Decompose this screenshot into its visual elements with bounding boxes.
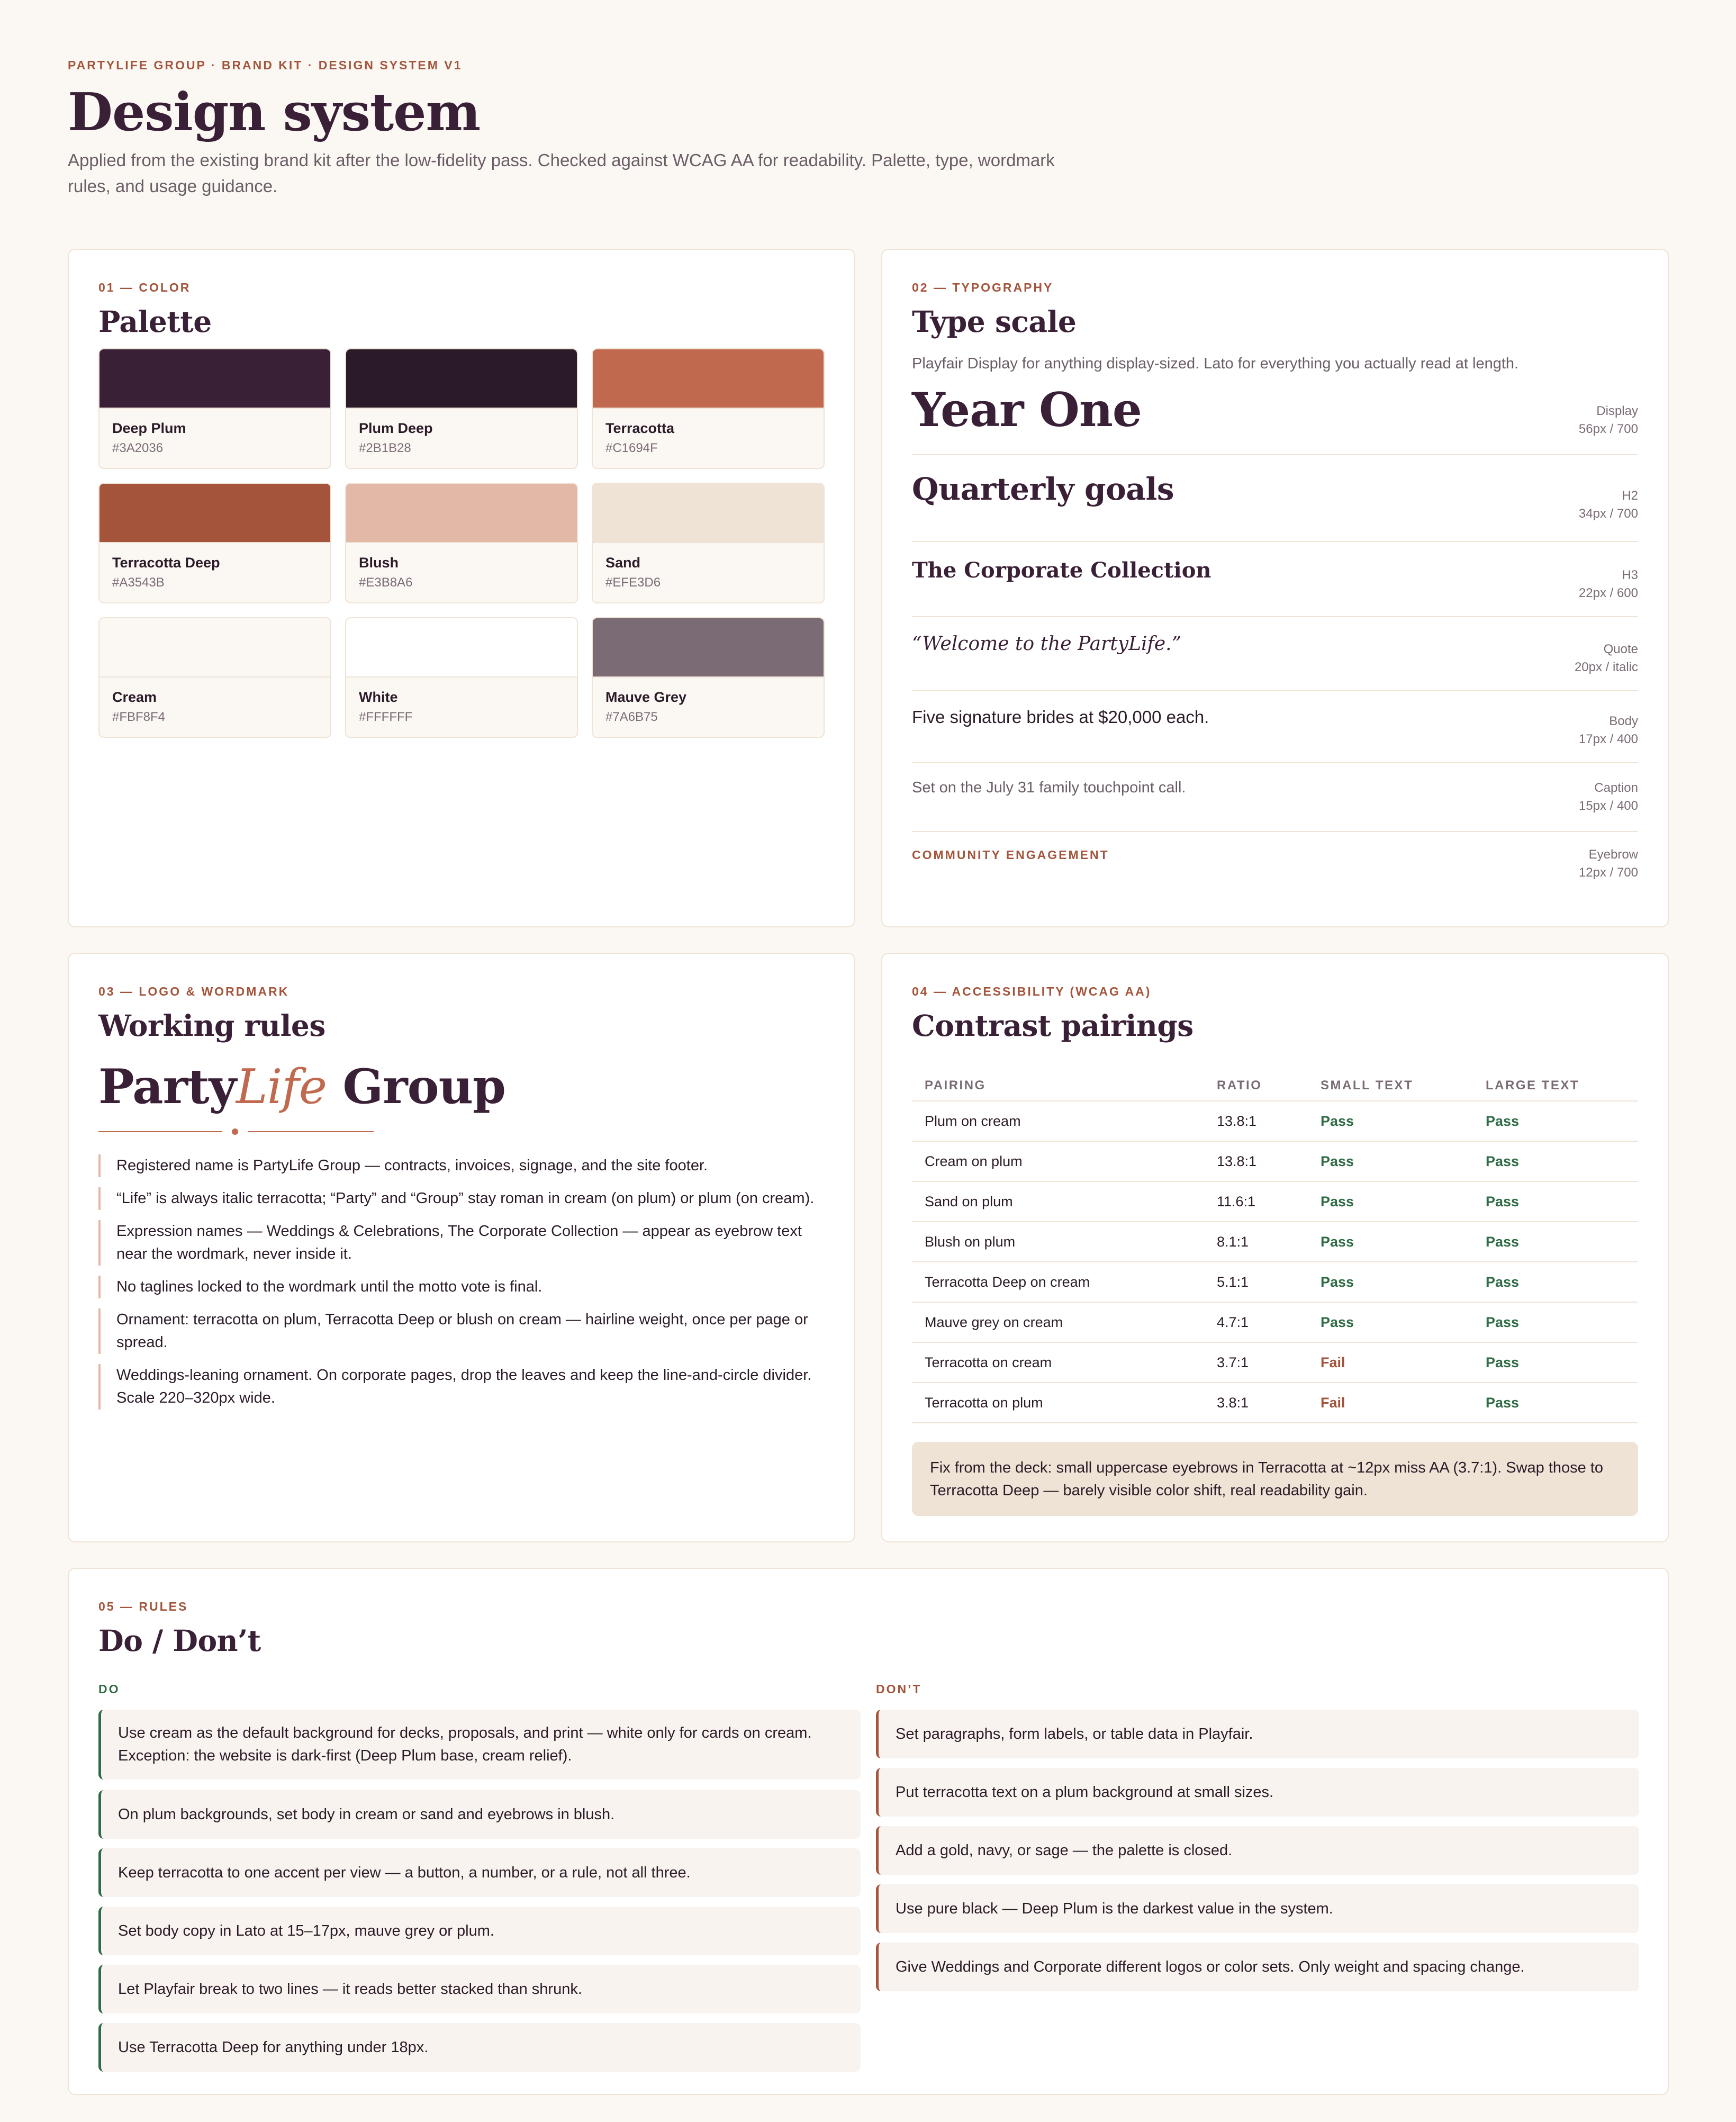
swatch-terracotta-deep[interactable] bbox=[98, 483, 331, 603]
type-row-eyebrow bbox=[912, 832, 1638, 896]
dont-item: Put terracotta text on a plum background at small sizes. bbox=[876, 1768, 1639, 1817]
swatch-mauve-grey[interactable] bbox=[592, 617, 825, 738]
contrast-eyebrow: 04 — ACCESSIBILITY (WCAG AA) bbox=[912, 985, 1152, 998]
large-text-result: Pass bbox=[1473, 1302, 1638, 1342]
pairing-cell: Terracotta on cream bbox=[912, 1342, 1204, 1383]
logo-rules-list bbox=[98, 1154, 825, 1420]
wordmark bbox=[98, 1059, 505, 1115]
type-meta-h2 bbox=[1579, 487, 1638, 523]
wordmark-group: Group bbox=[326, 1059, 505, 1115]
swatch-name: Deep Plum bbox=[112, 420, 186, 436]
type-role: Display bbox=[1596, 404, 1638, 418]
swatch-hex: #2B1B28 bbox=[359, 441, 411, 455]
type-row-body bbox=[912, 691, 1638, 763]
type-spec: 17px / 400 bbox=[1578, 732, 1638, 746]
typography-title: Type scale bbox=[912, 304, 1077, 339]
type-role: H2 bbox=[1622, 489, 1638, 503]
small-text-result: Pass bbox=[1308, 1262, 1473, 1302]
swatch-deep-plum[interactable] bbox=[98, 348, 331, 469]
ratio-cell: 11.6:1 bbox=[1204, 1181, 1308, 1222]
page-subtitle: Applied from the existing brand kit after the low-fidelity pass. Checked against WCAG AA for readability. Palette, type, wordmark rules, and usage guidance. bbox=[68, 150, 1055, 196]
swatch-color-chip bbox=[346, 618, 577, 678]
swatch-color-chip bbox=[100, 618, 330, 678]
logo-card bbox=[68, 953, 855, 1542]
rules-title: Do / Don’t bbox=[98, 1623, 261, 1658]
contrast-card bbox=[881, 953, 1669, 1542]
column-header-pairing: PAIRING bbox=[912, 1070, 1204, 1101]
page-kicker: PARTYLIFE GROUP · BRAND KIT · DESIGN SYSTEM V1 bbox=[68, 58, 463, 72]
swatch-hex: #A3543B bbox=[112, 575, 165, 590]
swatch-name: Sand bbox=[605, 555, 641, 571]
contrast-title: Contrast pairings bbox=[912, 1008, 1194, 1043]
ratio-cell: 13.8:1 bbox=[1204, 1101, 1308, 1141]
type-sample-eyebrow: COMMUNITY ENGAGEMENT bbox=[912, 848, 1109, 862]
pairing-cell: Blush on plum bbox=[912, 1222, 1204, 1262]
column-header-ratio: RATIO bbox=[1204, 1070, 1308, 1101]
large-text-result: Pass bbox=[1473, 1101, 1638, 1141]
swatch-color-chip bbox=[100, 484, 330, 543]
dont-item: Set paragraphs, form labels, or table data in Playfair. bbox=[876, 1710, 1639, 1758]
type-row-quote bbox=[912, 617, 1638, 691]
large-text-result: Pass bbox=[1473, 1342, 1638, 1383]
palette-eyebrow: 01 — COLOR bbox=[98, 281, 191, 294]
contrast-fix-note: Fix from the deck: small uppercase eyebrows in Terracotta at ~12px miss AA (3.7:1). Swap those to Terracotta Deep — barely visible color shift, real readability gain. bbox=[912, 1442, 1638, 1516]
type-spec: 34px / 700 bbox=[1578, 507, 1638, 521]
do-item: Keep terracotta to one accent per view — a button, a number, or a rule, not all three. bbox=[98, 1848, 861, 1897]
ratio-cell: 3.8:1 bbox=[1204, 1383, 1308, 1423]
type-row-display bbox=[912, 382, 1638, 455]
type-sample-display: Year One bbox=[912, 382, 1142, 437]
table-row bbox=[912, 1383, 1638, 1423]
table-row bbox=[912, 1141, 1638, 1181]
palette-card bbox=[68, 249, 855, 927]
swatch-name: Plum Deep bbox=[359, 420, 433, 436]
dont-label: DON’T bbox=[876, 1682, 922, 1696]
type-spec: 15px / 400 bbox=[1578, 799, 1638, 813]
pairing-cell: Terracotta on plum bbox=[912, 1383, 1204, 1423]
wordmark-party: Party bbox=[98, 1059, 236, 1115]
palette-title: Palette bbox=[98, 304, 212, 339]
table-row bbox=[912, 1101, 1638, 1141]
do-item: Set body copy in Lato at 15–17px, mauve grey or plum. bbox=[98, 1907, 861, 1955]
small-text-result: Pass bbox=[1308, 1222, 1473, 1262]
rules-eyebrow: 05 — RULES bbox=[98, 1600, 188, 1613]
pairing-cell: Cream on plum bbox=[912, 1141, 1204, 1181]
type-sample-body: Five signature brides at $20,000 each. bbox=[912, 707, 1209, 727]
table-row bbox=[912, 1262, 1638, 1302]
pairing-cell: Sand on plum bbox=[912, 1181, 1204, 1222]
swatch-terracotta[interactable] bbox=[592, 348, 825, 469]
page-title: Design system bbox=[68, 82, 481, 143]
type-role: Quote bbox=[1603, 642, 1638, 656]
swatch-name: Mauve Grey bbox=[605, 689, 687, 705]
swatch-white[interactable] bbox=[345, 617, 578, 738]
swatch-color-chip bbox=[346, 484, 577, 543]
large-text-result: Pass bbox=[1473, 1181, 1638, 1222]
logo-rule-item: Expression names — Weddings & Celebrations, The Corporate Collection — appear as eyebrow text near the wordmark, never inside it. bbox=[98, 1220, 825, 1266]
type-meta-body bbox=[1579, 712, 1638, 748]
type-row-caption bbox=[912, 763, 1638, 832]
pairing-cell: Mauve grey on cream bbox=[912, 1302, 1204, 1342]
type-spec: 22px / 600 bbox=[1578, 586, 1638, 600]
swatch-name: Terracotta Deep bbox=[112, 555, 220, 571]
ratio-cell: 4.7:1 bbox=[1204, 1302, 1308, 1342]
small-text-result: Pass bbox=[1308, 1101, 1473, 1141]
swatch-color-chip bbox=[100, 349, 330, 409]
swatch-name: Terracotta bbox=[605, 420, 675, 436]
pairing-cell: Plum on cream bbox=[912, 1101, 1204, 1141]
swatch-blush[interactable] bbox=[345, 483, 578, 603]
swatch-hex: #3A2036 bbox=[112, 441, 164, 455]
do-label: DO bbox=[98, 1682, 120, 1696]
dont-item: Use pure black — Deep Plum is the darkest value in the system. bbox=[876, 1884, 1639, 1933]
small-text-result: Fail bbox=[1308, 1342, 1473, 1383]
ornament-divider bbox=[98, 1125, 374, 1138]
pairing-cell: Terracotta Deep on cream bbox=[912, 1262, 1204, 1302]
column-header-large-text: LARGE TEXT bbox=[1473, 1070, 1638, 1101]
type-meta-h3 bbox=[1579, 566, 1638, 602]
type-role: Body bbox=[1609, 714, 1638, 728]
swatch-hex: #EFE3D6 bbox=[605, 575, 661, 590]
type-sample-quote: “Welcome to the PartyLife.” bbox=[912, 633, 1181, 655]
large-text-result: Pass bbox=[1473, 1141, 1638, 1181]
table-row bbox=[912, 1342, 1638, 1383]
type-spec: 20px / italic bbox=[1574, 660, 1638, 674]
logo-title: Working rules bbox=[98, 1008, 326, 1043]
page-header bbox=[68, 58, 1073, 199]
type-meta-quote bbox=[1575, 640, 1638, 676]
swatch-hex: #7A6B75 bbox=[605, 710, 658, 724]
large-text-result: Pass bbox=[1473, 1383, 1638, 1423]
swatch-name: Cream bbox=[112, 689, 157, 705]
do-item: Use Terracotta Deep for anything under 18px. bbox=[98, 2023, 861, 2072]
logo-rule-item: Registered name is PartyLife Group — contracts, invoices, signage, and the site footer. bbox=[98, 1154, 825, 1177]
logo-rule-item: Ornament: terracotta on plum, Terracotta Deep or blush on cream — hairline weight, once per page or spread. bbox=[98, 1308, 825, 1354]
small-text-result: Pass bbox=[1308, 1141, 1473, 1181]
dont-item: Give Weddings and Corporate different logos or color sets. Only weight and spacing change. bbox=[876, 1943, 1639, 1991]
ratio-cell: 8.1:1 bbox=[1204, 1222, 1308, 1262]
ratio-cell: 13.8:1 bbox=[1204, 1141, 1308, 1181]
do-item: Use cream as the default background for decks, proposals, and print — white only for cards on cream. Exception: the website is dark-first (Deep Plum base, cream relief). bbox=[98, 1710, 861, 1780]
large-text-result: Pass bbox=[1473, 1222, 1638, 1262]
contrast-table bbox=[912, 1070, 1638, 1423]
swatch-grid bbox=[98, 348, 825, 738]
dont-item: Add a gold, navy, or sage — the palette is closed. bbox=[876, 1826, 1639, 1875]
type-sample-h3: The Corporate Collection bbox=[912, 558, 1211, 583]
wordmark-life: Life bbox=[236, 1059, 327, 1115]
swatch-color-chip bbox=[346, 349, 577, 409]
column-header-small-text: SMALL TEXT bbox=[1308, 1070, 1473, 1101]
type-sample-caption: Set on the July 31 family touchpoint call. bbox=[912, 779, 1186, 796]
do-item: Let Playfair break to two lines — it reads better stacked than shrunk. bbox=[98, 1965, 861, 2013]
ratio-cell: 5.1:1 bbox=[1204, 1262, 1308, 1302]
table-row bbox=[912, 1302, 1638, 1342]
logo-rule-item: “Life” is always italic terracotta; “Party” and “Group” stay roman in cream (on plum) or plum (on cream). bbox=[98, 1187, 825, 1210]
type-meta-caption bbox=[1579, 779, 1638, 815]
small-text-result: Pass bbox=[1308, 1302, 1473, 1342]
table-header-row bbox=[912, 1070, 1638, 1101]
swatch-name: Blush bbox=[359, 555, 399, 571]
swatch-cream[interactable] bbox=[98, 617, 331, 738]
swatch-hex: #FBF8F4 bbox=[112, 710, 166, 724]
swatch-sand[interactable] bbox=[592, 483, 825, 603]
swatch-color-chip bbox=[593, 349, 824, 409]
rules-card bbox=[68, 1568, 1669, 2095]
small-text-result: Pass bbox=[1308, 1181, 1473, 1222]
ratio-cell: 3.7:1 bbox=[1204, 1342, 1308, 1383]
do-item: On plum backgrounds, set body in cream or sand and eyebrows in blush. bbox=[98, 1790, 861, 1839]
swatch-name: White bbox=[359, 689, 398, 705]
swatch-color-chip bbox=[593, 618, 824, 678]
large-text-result: Pass bbox=[1473, 1262, 1638, 1302]
typography-eyebrow: 02 — TYPOGRAPHY bbox=[912, 281, 1054, 294]
swatch-color-chip bbox=[593, 484, 824, 543]
type-spec: 12px / 700 bbox=[1578, 865, 1638, 880]
type-meta-display bbox=[1579, 402, 1638, 438]
logo-eyebrow: 03 — LOGO & WORDMARK bbox=[98, 985, 290, 998]
type-spec: 56px / 700 bbox=[1578, 422, 1638, 436]
small-text-result: Fail bbox=[1308, 1383, 1473, 1423]
typography-card bbox=[881, 249, 1669, 927]
type-row-h2 bbox=[912, 455, 1638, 542]
swatch-plum-deep[interactable] bbox=[345, 348, 578, 469]
type-row-h3 bbox=[912, 542, 1638, 617]
type-role: Caption bbox=[1594, 781, 1638, 795]
typography-intro: Playfair Display for anything display-sized. Lato for everything you actually read at length. bbox=[912, 355, 1519, 372]
type-role: Eyebrow bbox=[1588, 847, 1638, 862]
swatch-hex: #FFFFFF bbox=[359, 710, 413, 724]
type-sample-h2: Quarterly goals bbox=[912, 471, 1174, 507]
type-role: H3 bbox=[1622, 568, 1638, 582]
swatch-hex: #E3B8A6 bbox=[359, 575, 413, 590]
table-row bbox=[912, 1181, 1638, 1222]
swatch-hex: #C1694F bbox=[605, 441, 658, 455]
logo-rule-item: No taglines locked to the wordmark until the motto vote is final. bbox=[98, 1276, 825, 1298]
table-row bbox=[912, 1222, 1638, 1262]
type-meta-eyebrow bbox=[1579, 846, 1638, 882]
logo-rule-item: Weddings-leaning ornament. On corporate pages, drop the leaves and keep the line-and-circle divider. Scale 220–320px wide. bbox=[98, 1364, 825, 1410]
